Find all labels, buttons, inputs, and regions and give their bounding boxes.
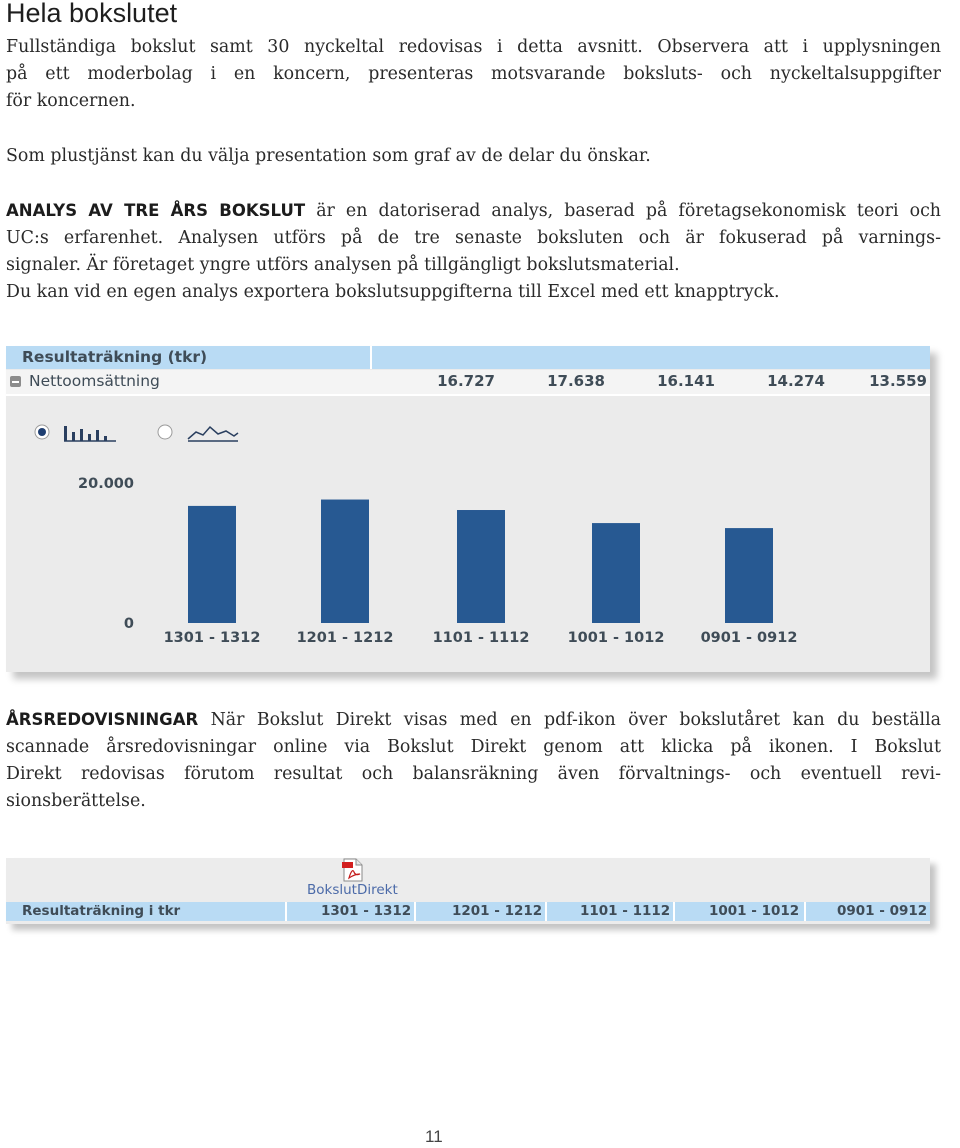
analysis-lead: ANALYS AV TRE ÅRS BOKSLUT xyxy=(6,201,306,220)
annual-reports-line: scannade årsredovisningar online via Bokslut Direkt genom att klicka på ikonen. I Bokslut xyxy=(6,737,941,757)
annual-reports-paragraph xyxy=(6,706,941,815)
period-cell: 1001 - 1012 xyxy=(709,903,800,919)
income-statement-header-row xyxy=(6,346,930,369)
analysis-line xyxy=(6,197,941,225)
bar xyxy=(725,528,773,623)
net-sales-value: 16.727 xyxy=(437,372,495,390)
x-tick-label: 1101 - 1112 xyxy=(432,630,530,646)
period-cell: 1101 - 1112 xyxy=(580,903,671,919)
periods-header-label: Resultaträkning i tkr xyxy=(22,903,181,919)
intro-line: för koncernen. xyxy=(6,91,136,111)
plus-service-paragraph: Som plustjänst kan du välja presentation som graf av de delar du önskar. xyxy=(6,146,651,166)
bokslut-direkt-screenshot xyxy=(6,858,930,924)
period-cell: 1201 - 1212 xyxy=(452,903,543,919)
net-sales-value: 17.638 xyxy=(547,372,605,390)
x-tick-label: 1301 - 1312 xyxy=(163,630,261,646)
analysis-line-rest: är en datoriserad analys, baserad på företagsekonomisk teori och xyxy=(305,201,942,221)
x-tick-label: 1001 - 1012 xyxy=(567,630,665,646)
column-divider xyxy=(414,902,416,921)
intro-line: på ett moderbolag i en koncern, presenteras motsvarande boksluts- och nyckeltalsuppgifter xyxy=(6,64,941,84)
analysis-line: UC:s erfarenhet. Analysen utförs på de tre senaste boksluten och är fokuserad på varnings- xyxy=(6,228,941,248)
line-chart-icon[interactable] xyxy=(188,427,238,441)
column-divider xyxy=(804,902,806,921)
net-sales-bar-chart xyxy=(6,394,930,672)
x-axis xyxy=(164,630,798,646)
bar xyxy=(321,500,369,623)
header-divider xyxy=(370,346,372,369)
income-statement-title: Resultaträkning (tkr) xyxy=(22,348,208,366)
page-number: 11 xyxy=(425,1127,443,1146)
analysis-line: Du kan vid en egen analys exportera bokslutsuppgifterna till Excel med ett knapptryck. xyxy=(6,282,780,302)
column-divider xyxy=(673,902,675,921)
period-cell: 1301 - 1312 xyxy=(321,903,412,919)
bar-chart-option[interactable] xyxy=(35,425,116,441)
y-tick-label: 0 xyxy=(123,616,134,632)
x-tick-label: 0901 - 0912 xyxy=(700,630,798,646)
bar xyxy=(457,510,505,623)
y-tick-label: 20.000 xyxy=(78,476,134,492)
y-axis xyxy=(78,476,134,632)
income-statement-screenshot xyxy=(6,346,930,672)
analysis-line: signaler. Är företaget yngre utförs analysen på tillgängligt bokslutsmaterial. xyxy=(6,255,680,275)
column-divider xyxy=(545,902,547,921)
annual-reports-lead: ÅRSREDOVISNINGAR xyxy=(6,710,199,729)
net-sales-label: Nettoomsättning xyxy=(29,372,160,390)
annual-reports-line xyxy=(6,706,941,734)
bar xyxy=(592,523,640,623)
collapse-icon[interactable] xyxy=(10,376,21,387)
bars xyxy=(188,500,773,623)
radio-icon[interactable] xyxy=(158,425,172,439)
page-heading: Hela bokslutet xyxy=(6,0,178,28)
annual-reports-line: Direkt redovisas förutom resultat och balansräkning även förvaltnings- och eventuell revi- xyxy=(6,764,941,784)
annual-reports-line-rest: När Bokslut Direkt visas med en pdf-ikon över bokslutåret kan du beställa xyxy=(198,710,941,730)
net-sales-row[interactable] xyxy=(6,370,930,396)
net-sales-value: 14.274 xyxy=(767,372,825,390)
pdf-icon[interactable] xyxy=(342,858,364,882)
bar xyxy=(188,506,236,623)
column-divider xyxy=(285,902,287,921)
annual-reports-line: sionsberättelse. xyxy=(6,791,146,811)
bar-chart-icon[interactable] xyxy=(64,426,116,441)
intro-line: Fullständiga bokslut samt 30 nyckeltal redovisas i detta avsnitt. Observera att i upplysningen xyxy=(6,37,941,57)
intro-paragraph xyxy=(6,34,941,115)
x-tick-label: 1201 - 1212 xyxy=(296,630,394,646)
line-chart-option[interactable] xyxy=(158,425,238,441)
net-sales-value: 16.141 xyxy=(657,372,715,390)
radio-selected-dot xyxy=(38,428,46,436)
periods-header-row xyxy=(6,902,930,921)
period-cell: 0901 - 0912 xyxy=(837,903,928,919)
analysis-paragraph xyxy=(6,197,941,306)
net-sales-value: 13.559 xyxy=(869,372,927,390)
bokslut-direkt-link[interactable]: BokslutDirekt xyxy=(307,882,398,898)
